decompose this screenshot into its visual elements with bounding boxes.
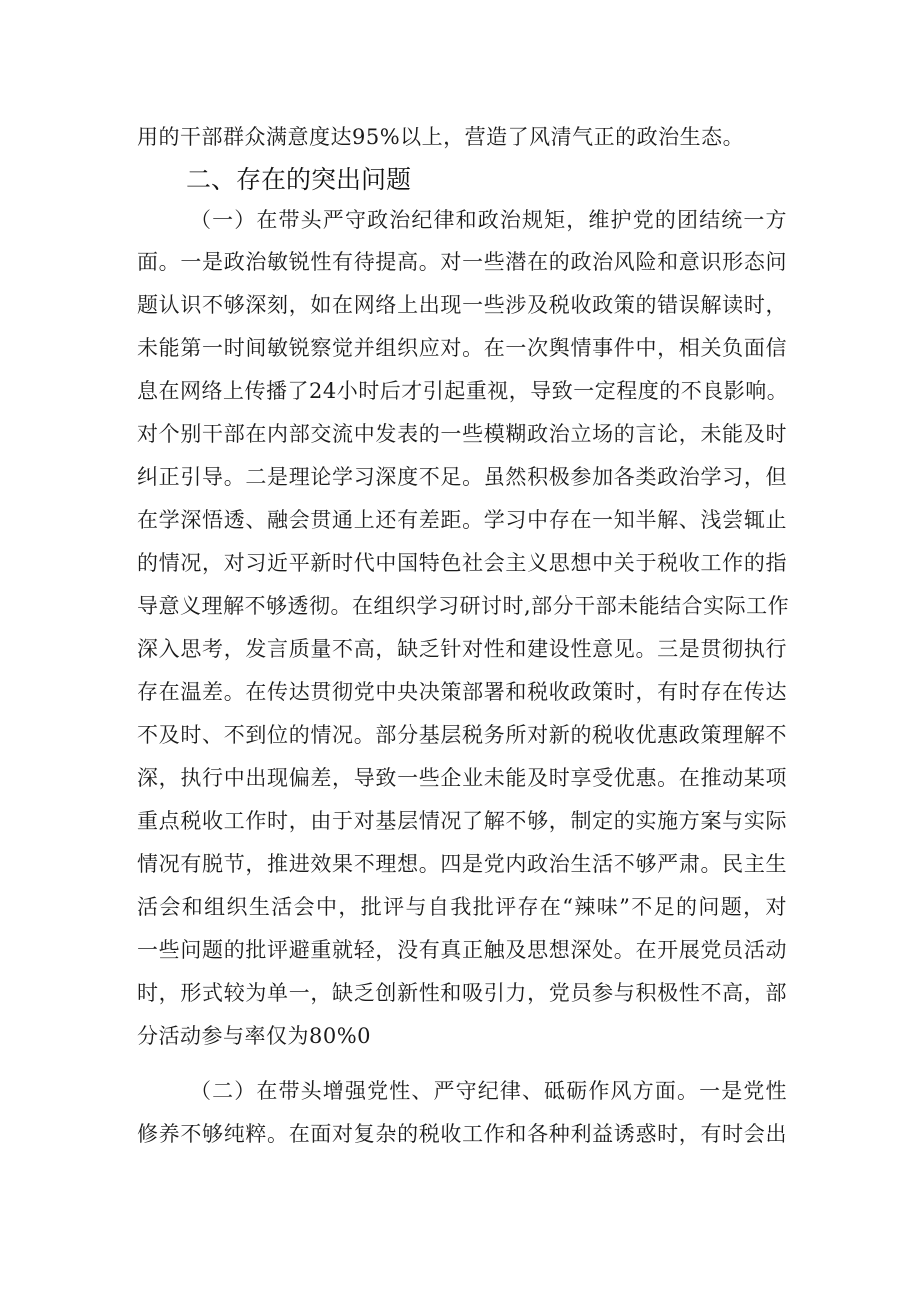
paragraph-line: 不及时、不到位的情况。部分基层税务所对新的税收优惠政策理解不 bbox=[137, 723, 787, 747]
paragraph-line: （二）在带头增强党性、严守纪律、砥砺作风方面。一是党性 bbox=[190, 1079, 787, 1103]
paragraph-line: 的情况，对习近平新时代中国特色社会主义思想中关于税收工作的指 bbox=[137, 551, 787, 575]
paragraph-line: 存在温差。在传达贯彻党中央决策部署和税收政策时，有时存在传达 bbox=[137, 680, 787, 704]
section-heading: 二、存在的突出问题 bbox=[186, 165, 412, 194]
paragraph-line: （一）在带头严守政治纪律和政治规矩，维护党的团结统一方 bbox=[190, 208, 787, 232]
paragraph-line: 重点税收工作时，由于对基层情况了解不够，制定的实施方案与实际 bbox=[137, 809, 787, 833]
paragraph-line: 未能第一时间敏锐察觉并组织应对。在一次舆情事件中，相关负面信 bbox=[137, 336, 787, 360]
paragraph-line: 面。一是政治敏锐性有待提高。对一些潜在的政治风险和意识形态问 bbox=[137, 250, 787, 274]
paragraph-line: 息在网络上传播了24小时后才引起重视，导致一定程度的不良影响。 bbox=[137, 379, 789, 403]
paragraph-line: 活会和组织生活会中，批评与自我批评存在“辣味”不足的问题，对 bbox=[137, 895, 787, 919]
paragraph-line: 导意义理解不够透彻。在组织学习研讨时,部分干部未能结合实际工作 bbox=[137, 594, 790, 618]
paragraph-line: 情况有脱节，推进效果不理想。四是党内政治生活不够严肃。民主生 bbox=[137, 852, 787, 876]
paragraph-line: 深入思考，发言质量不高，缺乏针对性和建设性意见。三是贯彻执行 bbox=[137, 637, 787, 661]
paragraph-line: 一些问题的批评避重就轻，没有真正触及思想深处。在开展党员活动 bbox=[137, 938, 787, 962]
paragraph-line: 在学深悟透、融会贯通上还有差距。学习中存在一知半解、浅尝辄止 bbox=[137, 508, 787, 532]
paragraph-line: 对个别干部在内部交流中发表的一些模糊政治立场的言论，未能及时 bbox=[137, 422, 787, 446]
intro-line: 用的干部群众满意度达95%以上，营造了风清气正的政治生态。 bbox=[137, 125, 745, 149]
paragraph-line: 深，执行中出现偏差，导致一些企业未能及时享受优惠。在推动某项 bbox=[137, 766, 787, 790]
paragraph-line: 修养不够纯粹。在面对复杂的税收工作和各种利益诱惑时，有时会出 bbox=[137, 1122, 787, 1146]
paragraph-line: 纠正引导。二是理论学习深度不足。虽然积极参加各类政治学习，但 bbox=[137, 465, 787, 489]
paragraph-line: 题认识不够深刻，如在网络上出现一些涉及税收政策的错误解读时， bbox=[137, 293, 787, 317]
paragraph-line: 时，形式较为单一，缺乏创新性和吸引力，党员参与积极性不高，部 bbox=[137, 981, 787, 1005]
paragraph-line: 分活动参与率仅为80%0 bbox=[137, 1024, 372, 1048]
